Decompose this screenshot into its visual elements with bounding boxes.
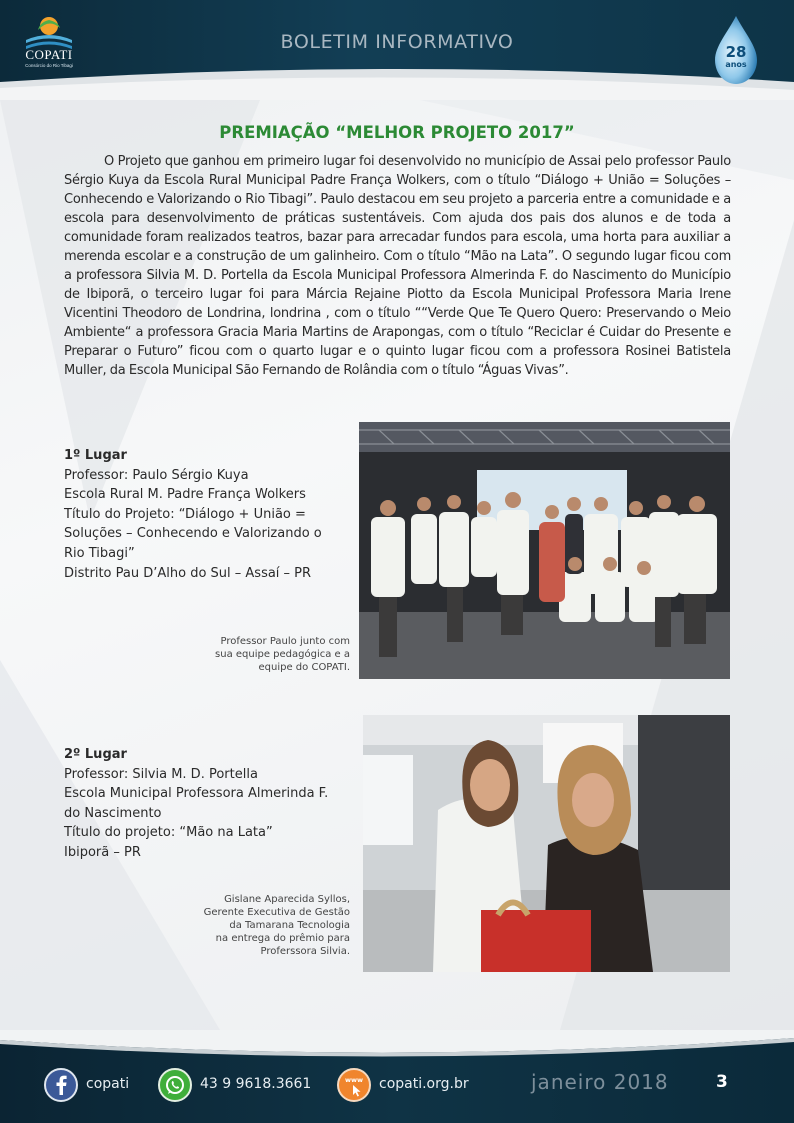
website-icon[interactable] xyxy=(337,1068,371,1102)
logo-name: COPATI xyxy=(25,47,73,62)
caption-line: na entrega do prêmio para xyxy=(215,933,350,944)
first-place-line: Rio Tibagi” xyxy=(64,545,135,561)
www-label: www xyxy=(344,1076,364,1084)
caption-line: Proferssora Silvia. xyxy=(260,946,350,957)
first-place-caption xyxy=(150,635,350,674)
first-place-heading: 1º Lugar xyxy=(64,448,127,463)
caption-line: da Tamarana Tecnologia xyxy=(229,920,350,931)
badge-word: anos xyxy=(725,60,747,69)
article-title: PREMIAÇÃO “MELHOR PROJETO 2017” xyxy=(219,123,575,142)
second-place-details xyxy=(64,745,354,863)
caption-line: Professor Paulo junto com xyxy=(220,636,350,647)
second-place-line: Título do projeto: “Mão na Lata” xyxy=(64,825,273,841)
first-place-details xyxy=(64,446,354,583)
first-place-line: Soluções – Conhecendo e Valorizando o xyxy=(64,526,322,542)
second-place-line: Escola Municipal Professora Almerinda F. xyxy=(64,786,329,802)
first-place-line: Escola Rural M. Padre França Wolkers xyxy=(64,487,306,503)
first-place-line: Título do Projeto: “Diálogo + União = xyxy=(64,506,306,522)
caption-line: equipe do COPATI. xyxy=(258,662,350,673)
caption-line: Gerente Executiva de Gestão xyxy=(203,907,350,918)
issue-date: janeiro 2018 xyxy=(531,1070,669,1094)
first-place-photo xyxy=(359,422,730,679)
whatsapp-icon[interactable] xyxy=(158,1068,192,1102)
facebook-handle[interactable]: copati xyxy=(86,1076,130,1092)
header-wave xyxy=(0,60,794,100)
first-place-line: Professor: Paulo Sérgio Kuya xyxy=(64,467,249,483)
second-place-caption xyxy=(150,893,350,958)
article-body: O Projeto que ganhou em primeiro lugar foi desenvolvido no município de Assai pelo professor Paulo Sérgio Kuya da Escola Rural Municipal Padre França Wolkers, com o título “Diálogo + União = Soluções – Conhecendo e Valorizando o Rio Tibagi”. Paulo destacou em seu projeto a parceria entre a comunidade e a escola para desenvolvimento de práticas sustentáveis. Com ajuda dos pais dos alunos e de toda a comunidade foram realizados teatros, bazar para arrecadar fundos para escola, uma horta para auxiliar a merenda escolar e a construção de um galinheiro. Com o título “Mão na Lata”. O segundo lugar ficou com a professora Silvia M. D. Portella da Escola Municipal Professora Almerinda F. do Nascimento do Município de Ibiporã, o terceiro lugar foi para Márcia Rejaine Piotto da Escola Municipal Professora Maria Irene Vicentini Theodoro de Londrina, londrina , com o título ““Verde Que Te Quero Quero: Preservando o Meio Ambiente“ a professora Gracia Maria Martins de Arapongas, com o título “Reciclar é Cuidar do Presente e Preparar o Futuro” ficou com o quarto lugar e o quinto lugar ficou com a professora Rosinei Batistela Muller, da Escola Municipal São Fernando de Rolândia com o título “Águas Vivas”. xyxy=(64,154,731,378)
caption-line: Gislane Aparecida Syllos, xyxy=(224,894,350,905)
footer-wave xyxy=(0,1030,794,1070)
whatsapp-number[interactable]: 43 9 9618.3661 xyxy=(200,1076,312,1092)
page-number: 3 xyxy=(716,1072,728,1092)
second-place-line: Ibiporã – PR xyxy=(64,844,141,860)
second-place-photo xyxy=(363,715,730,972)
second-place-heading: 2º Lugar xyxy=(64,747,127,762)
second-place-line: Professor: Silvia M. D. Portella xyxy=(64,766,258,782)
logo-tagline: Consórcio do Rio Tibagi xyxy=(25,63,73,68)
facebook-icon[interactable] xyxy=(44,1068,78,1102)
caption-line: sua equipe pedagógica e a xyxy=(215,649,350,660)
newsletter-title: BOLETIM INFORMATIVO xyxy=(280,31,514,53)
website-link[interactable]: copati.org.br xyxy=(379,1076,469,1092)
badge-number: 28 xyxy=(725,43,747,61)
second-place-line: do Nascimento xyxy=(64,805,162,821)
first-place-line: Distrito Pau D’Alho do Sul – Assaí – PR xyxy=(64,565,312,581)
